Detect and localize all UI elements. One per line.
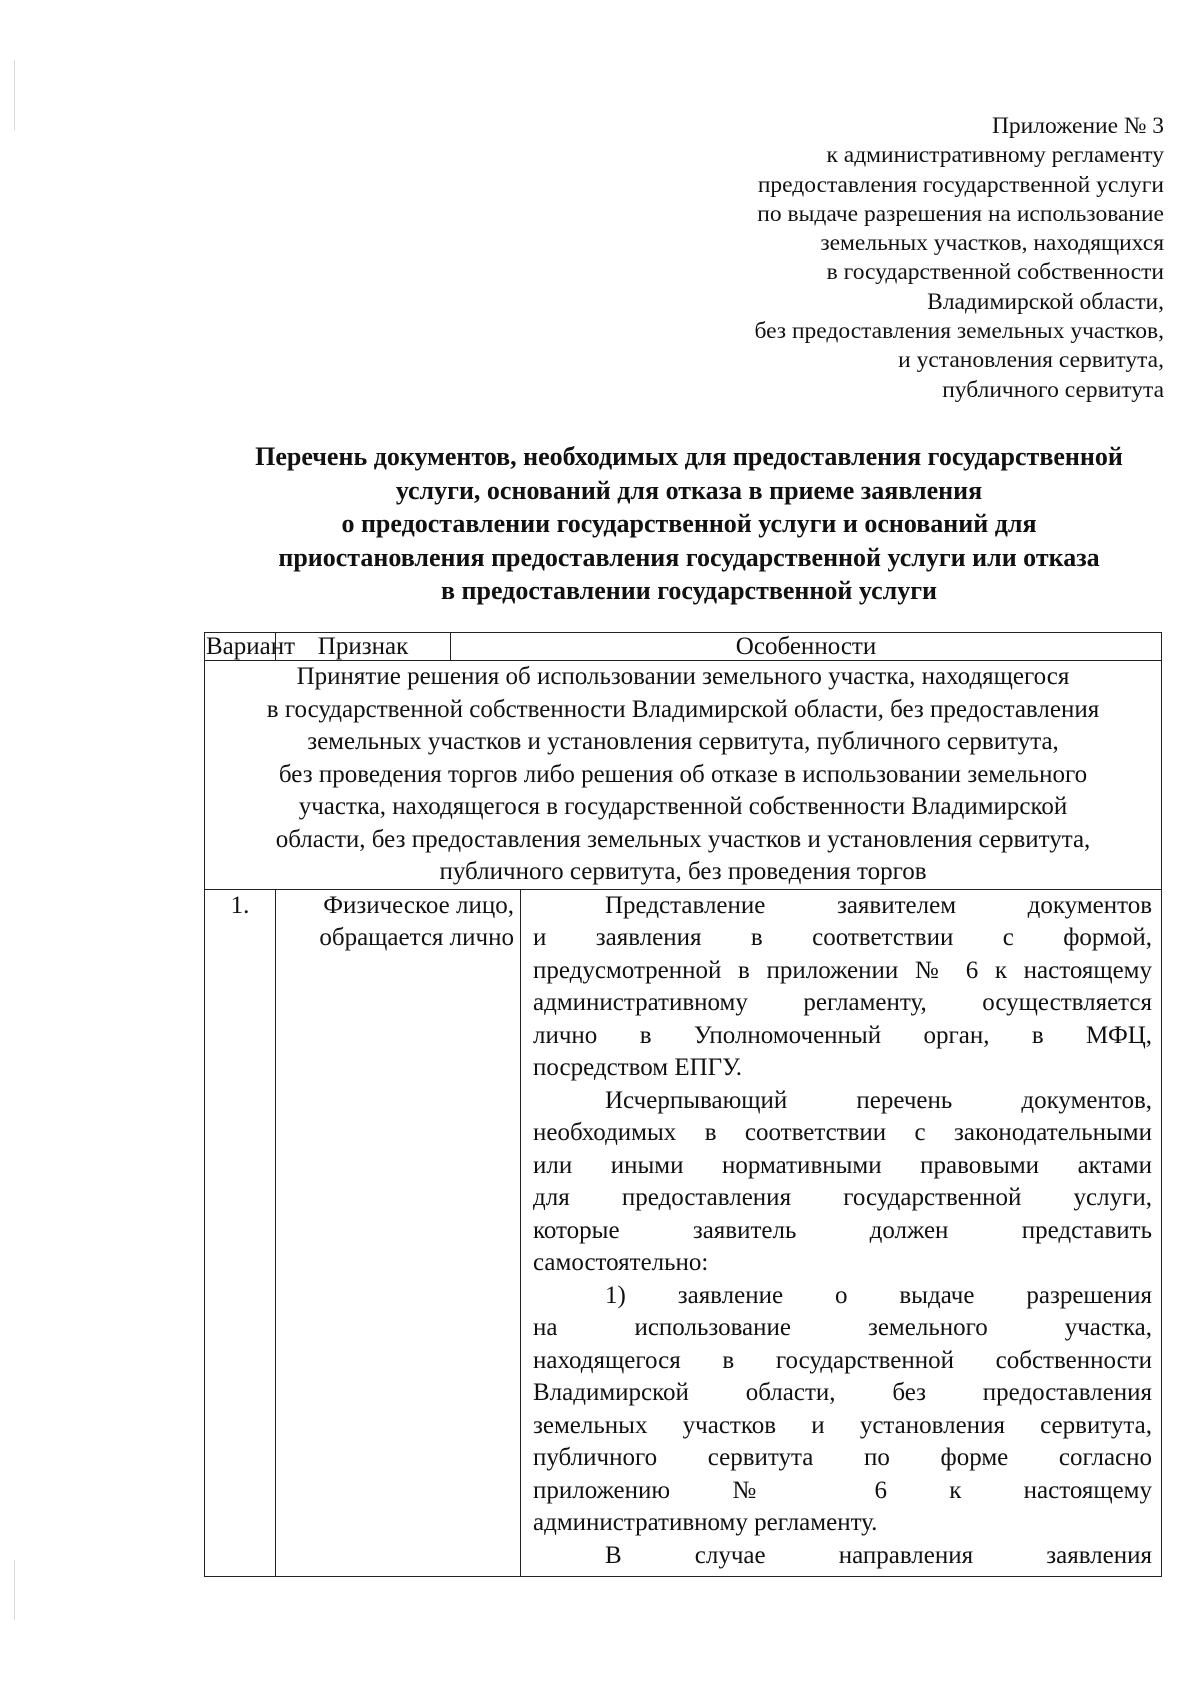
title-line: в предоставлении государственной услуги: [440, 576, 937, 605]
title-line: о предоставлении государственной услуги и оснований для: [341, 509, 1037, 538]
body-line: лично в Уполномоченный орган, в МФЦ,: [533, 1021, 1153, 1049]
body-line: для предоставления государственной услуги,: [533, 1184, 1153, 1211]
body-line: которые заявитель должен представить: [533, 1216, 1153, 1244]
scan-edge-mark: [14, 60, 15, 130]
document-title: [204, 440, 1174, 608]
body-line: Владимирской области, без предоставления: [533, 1379, 1153, 1406]
header-features: Особенности: [735, 633, 877, 660]
section-line: участка, находящегося в государственной собственности Владимирской: [298, 793, 1068, 820]
body-line: на использование земельного участка,: [533, 1314, 1153, 1341]
appendix-line: и установления сервитута,: [898, 347, 1164, 374]
row-number: 1.: [205, 889, 276, 1576]
appendix-line: без предоставления земельных участков,: [754, 318, 1164, 345]
body-line: предусмотренной в приложении № 6 к настоящему: [533, 956, 1153, 984]
row-features: [521, 889, 1162, 1576]
title-line: приостановления предоставления государственной услуги или отказа: [278, 542, 1100, 572]
section-line: публичного сервитута, без проведения торгов: [439, 858, 927, 885]
appendix-line: к административному регламенту: [826, 142, 1164, 169]
title-line: Перечень документов, необходимых для предоставления государственной: [255, 442, 1123, 471]
header-variant: Вариант: [206, 633, 296, 660]
table-row: [205, 889, 1162, 1576]
body-line: административному регламенту, осуществляется: [533, 989, 1153, 1016]
body-line: В случае направления заявления: [605, 1541, 1153, 1569]
section-line: области, без предоставления земельных участков и установления сервитута,: [275, 825, 1091, 853]
title-line: услуги, оснований для отказа в приеме заявления: [395, 475, 983, 505]
appendix-line: Приложение № 3: [991, 113, 1164, 139]
body-line: посредством ЕПГУ.: [533, 1054, 742, 1081]
section-line: в государственной собственности Владимирской области, без предоставления: [266, 695, 1100, 723]
header-sign: Признак: [276, 633, 451, 660]
body-line: находящегося в государственной собственности: [533, 1346, 1153, 1374]
appendix-line: земельных участков, находящихся: [820, 230, 1164, 257]
body-line: или иными нормативными правовыми актами: [533, 1151, 1153, 1179]
body-line: необходимых в соответствии с законодательными: [533, 1119, 1153, 1146]
appendix-header: [754, 112, 1164, 405]
body-line: земельных участков и установления сервитута,: [533, 1411, 1153, 1439]
sign-line: Физическое лицо,: [323, 891, 514, 919]
appendix-line: по выдаче разрешения на использование: [757, 200, 1164, 227]
appendix-line: предоставления государственной услуги: [757, 171, 1164, 198]
row-sign: [276, 889, 521, 1576]
body-line: самостоятельно:: [533, 1249, 709, 1276]
section-line: без проведения торгов либо решения об отказе в использовании земельного: [278, 760, 1088, 788]
section-description: [205, 661, 1162, 890]
scan-edge-mark: [14, 1560, 15, 1620]
section-line: земельных участков и установления сервитута, публичного сервитута,: [307, 728, 1059, 755]
body-line: Исчерпывающий перечень документов,: [605, 1086, 1153, 1114]
sign-line: обращается лично: [319, 924, 514, 951]
body-line: 1) заявление о выдаче разрешения: [605, 1281, 1153, 1309]
body-line: публичного сервитута по форме согласно: [533, 1444, 1153, 1471]
body-line: и заявления в соответствии с формой,: [533, 924, 1153, 951]
section-line: Принятие решения об использовании земельного участка, находящегося: [296, 663, 1070, 690]
documents-table: [204, 632, 1162, 1577]
appendix-line: Владимирской области,: [927, 288, 1164, 315]
header-merged-cell: [276, 633, 1162, 661]
table-section-row: [205, 661, 1162, 890]
body-line: Представление заявителем документов: [605, 891, 1153, 919]
appendix-line: в государственной собственности: [826, 259, 1164, 286]
appendix-line: публичного сервитута: [942, 376, 1164, 403]
body-line: приложению № 6 к настоящему: [533, 1476, 1153, 1504]
table-header-row: [205, 633, 1162, 661]
body-line: административному регламенту.: [533, 1509, 878, 1536]
